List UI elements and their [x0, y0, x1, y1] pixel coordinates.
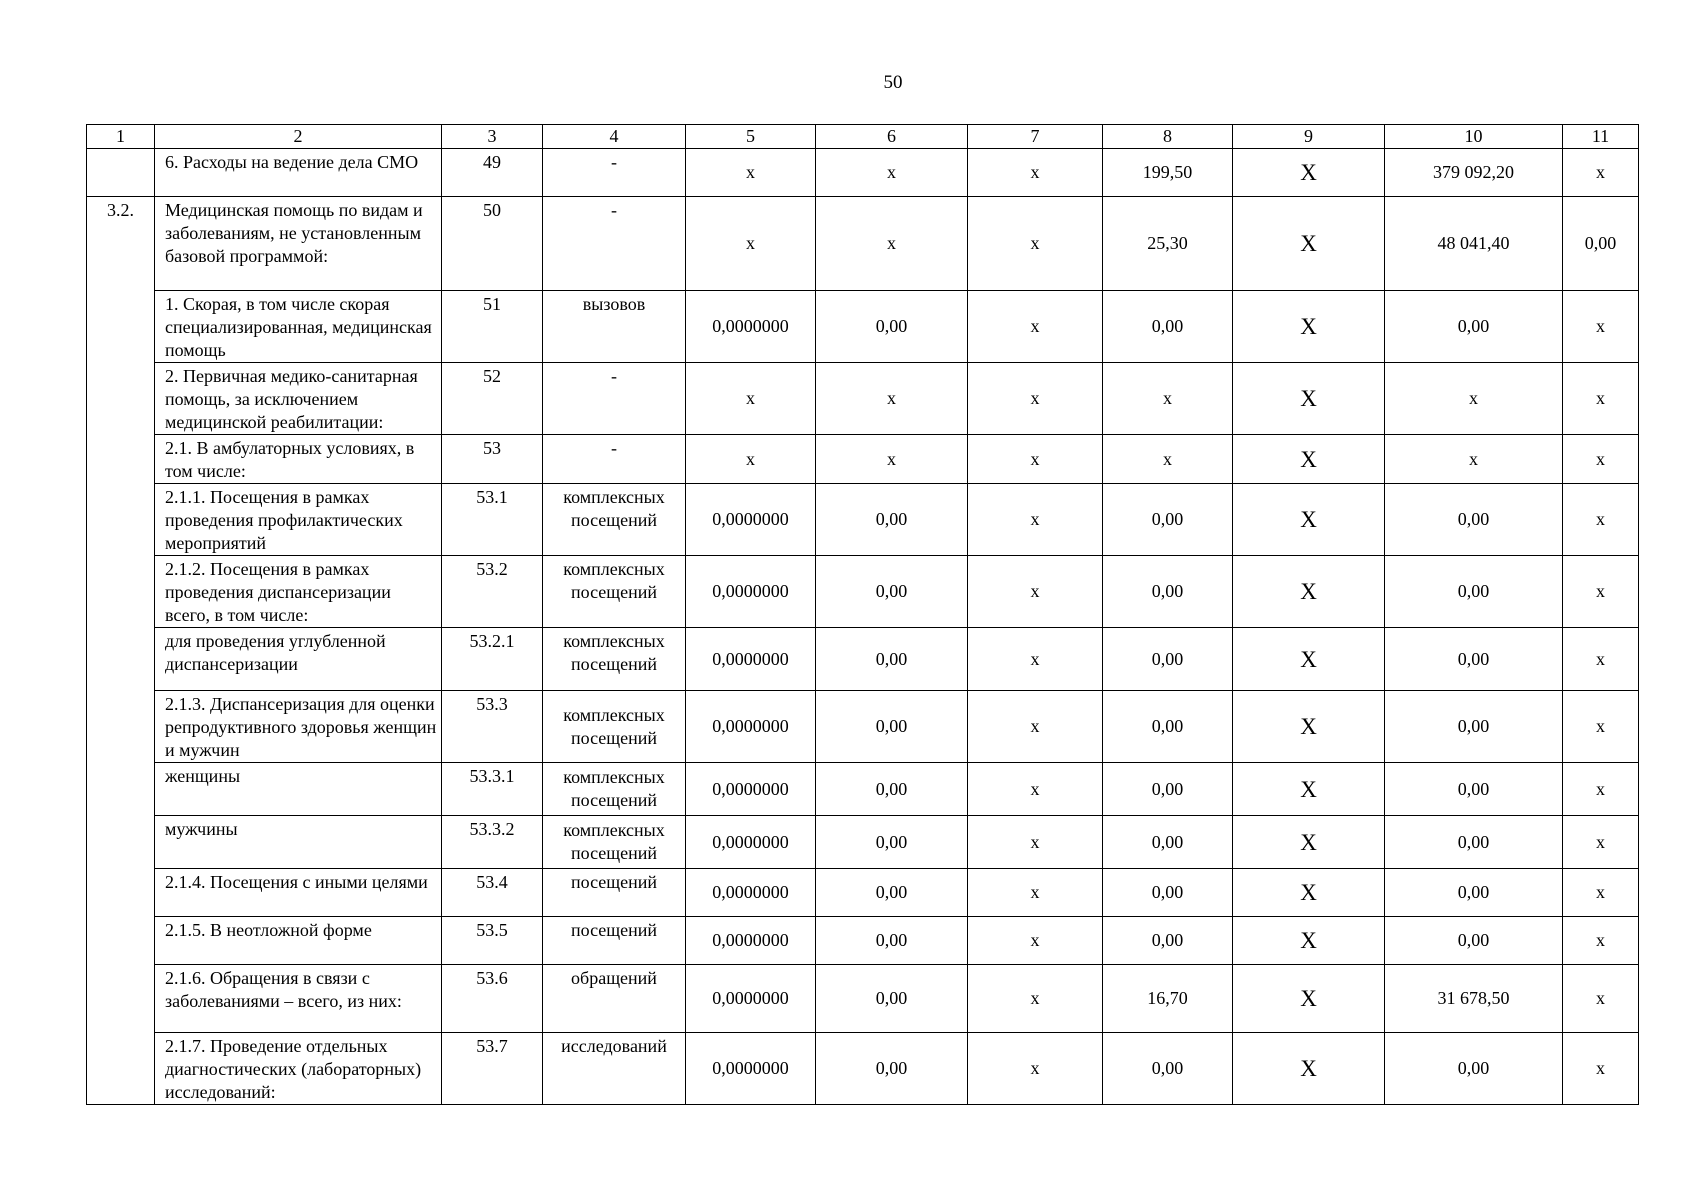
col5-cell: 0,0000000	[686, 869, 816, 917]
col8-cell: 0,00	[1103, 484, 1233, 556]
col5-cell: 0,0000000	[686, 1033, 816, 1105]
col9-cell: Х	[1233, 556, 1385, 628]
header-cell: 8	[1103, 125, 1233, 149]
header-cell: 6	[816, 125, 968, 149]
col10-cell: 0,00	[1385, 556, 1563, 628]
col8-cell: 0,00	[1103, 869, 1233, 917]
col5-cell: 0,0000000	[686, 556, 816, 628]
col8-cell: 0,00	[1103, 291, 1233, 363]
unit-cell: -	[543, 197, 686, 291]
col11-cell: х	[1563, 291, 1639, 363]
col6-cell: 0,00	[816, 917, 968, 965]
name-cell: 2.1.4. Посещения с иными целями	[155, 869, 442, 917]
col11-cell: 0,00	[1563, 197, 1639, 291]
col11-cell: х	[1563, 816, 1639, 869]
name-cell: 1. Скорая, в том числе скорая специализированная, медицинская помощь	[155, 291, 442, 363]
name-cell: 2.1.1. Посещения в рамках проведения профилактических мероприятий	[155, 484, 442, 556]
col11-cell: х	[1563, 149, 1639, 197]
table-row	[87, 363, 1639, 435]
col10-cell: 0,00	[1385, 628, 1563, 691]
col8-cell: х	[1103, 363, 1233, 435]
col8-cell: 199,50	[1103, 149, 1233, 197]
col11-cell: х	[1563, 917, 1639, 965]
col10-cell: х	[1385, 363, 1563, 435]
col6-cell: х	[816, 363, 968, 435]
col7-cell: х	[968, 484, 1103, 556]
name-cell: 2.1.2. Посещения в рамках проведения диспансеризации всего, в том числе:	[155, 556, 442, 628]
code-cell: 49	[442, 149, 543, 197]
row-number-cell: 3.2.	[87, 197, 155, 1105]
header-cell: 3	[442, 125, 543, 149]
name-cell: женщины	[155, 763, 442, 816]
col7-cell: х	[968, 1033, 1103, 1105]
col11-cell: х	[1563, 363, 1639, 435]
col9-cell: Х	[1233, 628, 1385, 691]
col7-cell: х	[968, 628, 1103, 691]
header-cell: 11	[1563, 125, 1639, 149]
col6-cell: 0,00	[816, 763, 968, 816]
col8-cell: 0,00	[1103, 816, 1233, 869]
col11-cell: х	[1563, 628, 1639, 691]
col5-cell: 0,0000000	[686, 917, 816, 965]
name-cell: 2.1.6. Обращения в связи с заболеваниями – всего, из них:	[155, 965, 442, 1033]
col11-cell: х	[1563, 435, 1639, 484]
table-row	[87, 628, 1639, 691]
unit-cell: -	[543, 363, 686, 435]
code-cell: 50	[442, 197, 543, 291]
unit-cell: посещений	[543, 917, 686, 965]
unit-cell: комплексных посещений	[543, 556, 686, 628]
table-row	[87, 484, 1639, 556]
page-number: 50	[883, 72, 903, 93]
table-row	[87, 763, 1639, 816]
col9-cell: Х	[1233, 484, 1385, 556]
col7-cell: х	[968, 197, 1103, 291]
code-cell: 53.1	[442, 484, 543, 556]
col8-cell: 0,00	[1103, 763, 1233, 816]
col8-cell: 0,00	[1103, 556, 1233, 628]
col11-cell: х	[1563, 763, 1639, 816]
code-cell: 53.4	[442, 869, 543, 917]
col8-cell: 0,00	[1103, 691, 1233, 763]
unit-cell: комплексных посещений	[543, 628, 686, 691]
unit-cell: комплексных посещений	[543, 763, 686, 816]
name-cell: Медицинская помощь по видам и заболеваниям, не установленным базовой программой:	[155, 197, 442, 291]
name-cell: 2.1.5. В неотложной форме	[155, 917, 442, 965]
cost-table	[86, 124, 1639, 1105]
col6-cell: 0,00	[816, 869, 968, 917]
name-cell: 2.1.7. Проведение отдельных диагностических (лабораторных) исследований:	[155, 1033, 442, 1105]
col10-cell: 0,00	[1385, 816, 1563, 869]
unit-cell: комплексных посещений	[543, 816, 686, 869]
col10-cell: 48 041,40	[1385, 197, 1563, 291]
col7-cell: х	[968, 917, 1103, 965]
header-cell: 9	[1233, 125, 1385, 149]
col5-cell: 0,0000000	[686, 484, 816, 556]
col11-cell: х	[1563, 691, 1639, 763]
code-cell: 51	[442, 291, 543, 363]
table-row	[87, 691, 1639, 763]
col9-cell: Х	[1233, 691, 1385, 763]
col7-cell: х	[968, 763, 1103, 816]
header-cell: 4	[543, 125, 686, 149]
col10-cell: х	[1385, 435, 1563, 484]
name-cell: 2.1. В амбулаторных условиях, в том числе:	[155, 435, 442, 484]
col10-cell: 0,00	[1385, 1033, 1563, 1105]
col11-cell: х	[1563, 965, 1639, 1033]
code-cell: 53.3.1	[442, 763, 543, 816]
unit-cell: -	[543, 149, 686, 197]
name-cell: мужчины	[155, 816, 442, 869]
unit-cell: комплексных посещений	[543, 484, 686, 556]
col10-cell: 31 678,50	[1385, 965, 1563, 1033]
unit-cell: комплексных посещений	[543, 691, 686, 763]
col6-cell: 0,00	[816, 816, 968, 869]
col6-cell: 0,00	[816, 965, 968, 1033]
code-cell: 53.7	[442, 1033, 543, 1105]
col6-cell: х	[816, 149, 968, 197]
table-row	[87, 917, 1639, 965]
col10-cell: 0,00	[1385, 869, 1563, 917]
code-cell: 53.3	[442, 691, 543, 763]
col6-cell: 0,00	[816, 628, 968, 691]
code-cell: 53	[442, 435, 543, 484]
col6-cell: 0,00	[816, 691, 968, 763]
row-number-cell	[87, 149, 155, 197]
col6-cell: 0,00	[816, 291, 968, 363]
col7-cell: х	[968, 363, 1103, 435]
unit-cell: обращений	[543, 965, 686, 1033]
col9-cell: Х	[1233, 816, 1385, 869]
col7-cell: х	[968, 965, 1103, 1033]
code-cell: 53.2	[442, 556, 543, 628]
col9-cell: Х	[1233, 363, 1385, 435]
col6-cell: 0,00	[816, 1033, 968, 1105]
table-row	[87, 1033, 1639, 1105]
header-cell: 10	[1385, 125, 1563, 149]
name-cell: 2. Первичная медико-санитарная помощь, за исключением медицинской реабилитации:	[155, 363, 442, 435]
col7-cell: х	[968, 691, 1103, 763]
unit-cell: вызовов	[543, 291, 686, 363]
col5-cell: 0,0000000	[686, 816, 816, 869]
col6-cell: 0,00	[816, 556, 968, 628]
table-row	[87, 149, 1639, 197]
header-cell: 7	[968, 125, 1103, 149]
col9-cell: Х	[1233, 197, 1385, 291]
col8-cell: 0,00	[1103, 917, 1233, 965]
col7-cell: х	[968, 291, 1103, 363]
col5-cell: х	[686, 435, 816, 484]
name-cell: для проведения углубленной диспансеризации	[155, 628, 442, 691]
col5-cell: х	[686, 363, 816, 435]
col10-cell: 0,00	[1385, 917, 1563, 965]
code-cell: 53.3.2	[442, 816, 543, 869]
unit-cell: исследований	[543, 1033, 686, 1105]
col11-cell: х	[1563, 869, 1639, 917]
col9-cell: Х	[1233, 869, 1385, 917]
col8-cell: 25,30	[1103, 197, 1233, 291]
code-cell: 53.2.1	[442, 628, 543, 691]
table-row	[87, 965, 1639, 1033]
table-row	[87, 816, 1639, 869]
col9-cell: Х	[1233, 763, 1385, 816]
col9-cell: Х	[1233, 917, 1385, 965]
col5-cell: 0,0000000	[686, 965, 816, 1033]
col8-cell: 0,00	[1103, 1033, 1233, 1105]
col5-cell: 0,0000000	[686, 628, 816, 691]
col6-cell: х	[816, 435, 968, 484]
col7-cell: х	[968, 435, 1103, 484]
code-cell: 52	[442, 363, 543, 435]
col11-cell: х	[1563, 1033, 1639, 1105]
col6-cell: 0,00	[816, 484, 968, 556]
unit-cell: посещений	[543, 869, 686, 917]
col10-cell: 0,00	[1385, 763, 1563, 816]
col5-cell: 0,0000000	[686, 691, 816, 763]
col5-cell: 0,0000000	[686, 291, 816, 363]
table-row	[87, 435, 1639, 484]
col7-cell: х	[968, 869, 1103, 917]
col9-cell: Х	[1233, 435, 1385, 484]
col10-cell: 0,00	[1385, 484, 1563, 556]
name-cell: 6. Расходы на ведение дела СМО	[155, 149, 442, 197]
col7-cell: х	[968, 149, 1103, 197]
col6-cell: х	[816, 197, 968, 291]
col5-cell: х	[686, 149, 816, 197]
col9-cell: Х	[1233, 291, 1385, 363]
table-row	[87, 556, 1639, 628]
code-cell: 53.5	[442, 917, 543, 965]
col11-cell: х	[1563, 556, 1639, 628]
col10-cell: 379 092,20	[1385, 149, 1563, 197]
col7-cell: х	[968, 816, 1103, 869]
col8-cell: 0,00	[1103, 628, 1233, 691]
col8-cell: 16,70	[1103, 965, 1233, 1033]
table-row	[87, 291, 1639, 363]
header-cell: 1	[87, 125, 155, 149]
col7-cell: х	[968, 556, 1103, 628]
table-body	[87, 125, 1639, 1105]
col9-cell: Х	[1233, 149, 1385, 197]
table-row	[87, 197, 1639, 291]
header-row	[87, 125, 1639, 149]
code-cell: 53.6	[442, 965, 543, 1033]
name-cell: 2.1.3. Диспансеризация для оценки репродуктивного здоровья женщин и мужчин	[155, 691, 442, 763]
col9-cell: Х	[1233, 965, 1385, 1033]
col5-cell: х	[686, 197, 816, 291]
col10-cell: 0,00	[1385, 291, 1563, 363]
col11-cell: х	[1563, 484, 1639, 556]
header-cell: 5	[686, 125, 816, 149]
col10-cell: 0,00	[1385, 691, 1563, 763]
col8-cell: х	[1103, 435, 1233, 484]
col9-cell: Х	[1233, 1033, 1385, 1105]
unit-cell: -	[543, 435, 686, 484]
table-row	[87, 869, 1639, 917]
col5-cell: 0,0000000	[686, 763, 816, 816]
header-cell: 2	[155, 125, 442, 149]
